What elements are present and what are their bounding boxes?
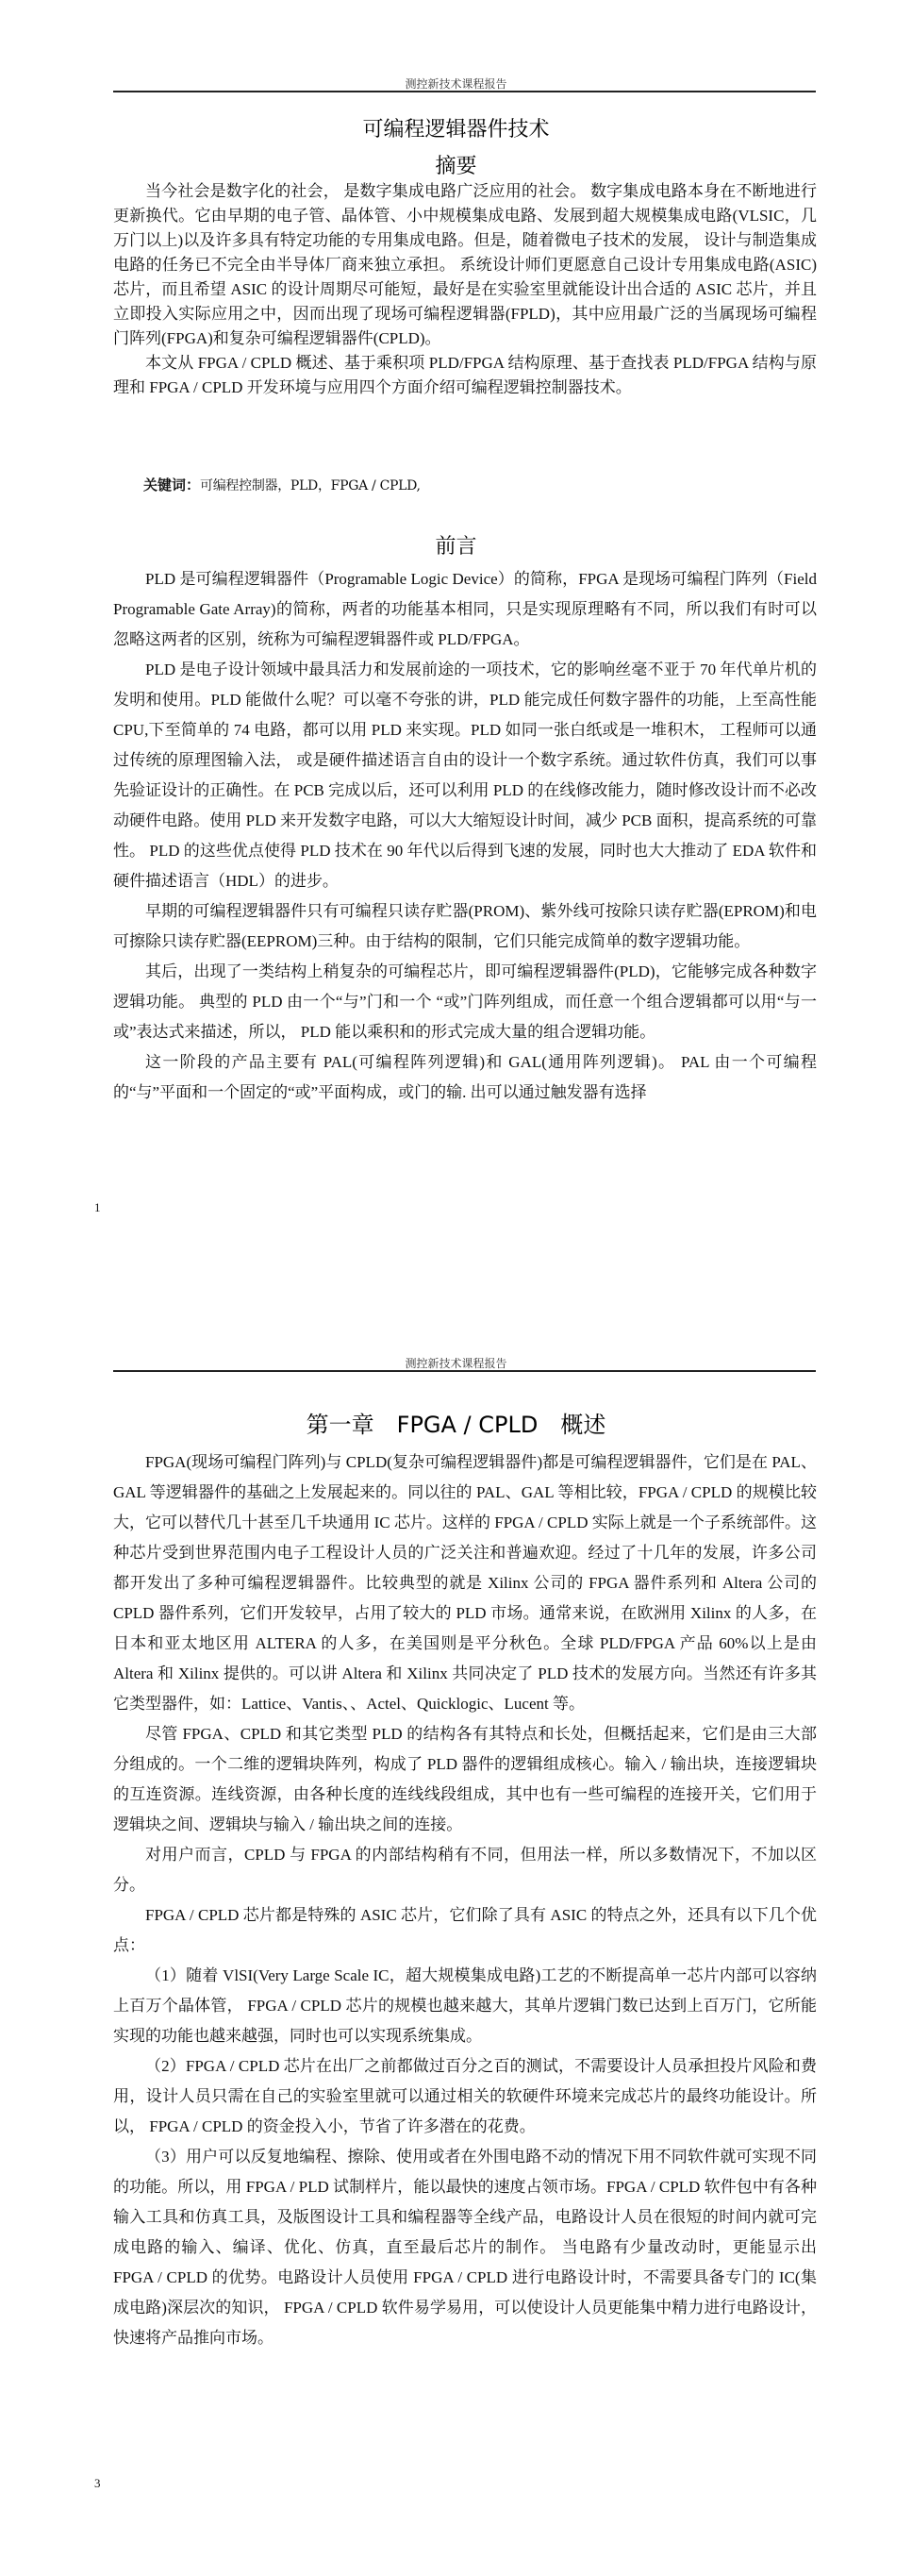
abstract-heading: 摘要 bbox=[435, 155, 477, 178]
header-rule bbox=[113, 91, 816, 92]
preface-paragraph: PLD 是电子设计领域中最具活力和发展前途的一项技术，它的影响丝毫不亚于 70 年代单片机的发明和使用。PLD 能做什么呢？可以毫不夸张的讲，PLD 能完成任何数字器件的功能，上至高性能 CPU,下至简单的 74 电路，都可以用 PLD 来实现。PLD 如同一张白纸或是一堆积木， 工程师可以通过传统的原理图输入法， 或是硬件描述语言自由的设计一个数字系统。通过软件仿真，我们可以事先验证设计的正确性。在 PCB 完成以后，还可以利用 PLD 的在线修改能力，随时修改设计而不必改动硬件电路。使用 PLD 来开发数字电路，可以大大缩短设计时间，减少 PCB 面积，提高系统的可靠性。 PLD 的这些优点使得 PLD 技术在 90 年代以后得到飞速的发展，同时也大大推动了 EDA 软件和硬件描述语言（HDL）的进步。 bbox=[113, 661, 817, 890]
chapter-heading: 第一章 FPGA / CPLD 概述 bbox=[306, 1412, 606, 1438]
running-header: 测控新技术课程报告 bbox=[405, 77, 507, 91]
chapter-paragraph: 尽管 FPGA、CPLD 和其它类型 PLD 的结构各有其特点和长处，但概括起来，它们是由三大部分组成的。一个二维的逻辑块阵列，构成了 PLD 器件的逻辑组成核心。输入 / 输出块，连接逻辑块的互连资源。连线资源，由各种长度的连线线段组成，其中也有一些可编程的连接开关，它们用于逻辑块之间、逻辑块与输入 / 输出块之间的连接。 bbox=[113, 1725, 817, 1833]
abstract-paragraph: 本文从 FPGA / CPLD 概述、基于乘积项 PLD/FPGA 结构原理、基于查找表 PLD/FPGA 结构与原理和 FPGA / CPLD 开发环境与应用四个方面介绍可编程逻辑控制器技术。 bbox=[113, 354, 817, 396]
chapter-paragraph: （2）FPGA / CPLD 芯片在出厂之前都做过百分之百的测试，不需要设计人员承担投片风险和费用，设计人员只需在自己的实验室里就可以通过相关的软硬件环境来完成芯片的最终功能设计。所以， FPGA / CPLD 的资金投入小，节省了许多潜在的花费。 bbox=[113, 2057, 817, 2135]
document-title: 可编程逻辑器件技术 bbox=[362, 118, 550, 142]
chapter-paragraph: 对用户而言，CPLD 与 FPGA 的内部结构稍有不同，但用法一样，所以多数情况下，不加以区分。 bbox=[113, 1846, 817, 1894]
preface-paragraph: PLD 是可编程逻辑器件（Programable Logic Device）的简称，FPGA 是现场可编程门阵列（Field Programable Gate Array)的简称，两者的功能基本相同，只是实现原理略有不同，所以我们有时可以忽略这两者的区别，统称为可编程逻辑器件或 PLD/FPGA。 bbox=[113, 570, 817, 648]
abstract-paragraph: 当今社会是数字化的社会， 是数字集成电路广泛应用的社会。 数字集成电路本身在不断地进行更新换代。它由早期的电子管、晶体管、小中规模集成电路、发展到超大规模集成电路(VLSIC，几万门以上)以及许多具有特定功能的专用集成电路。但是，随着微电子技术的发展， 设计与制造集成电路的任务已不完全由半导体厂商来独立承担。 系统设计师们更愿意自己设计专用集成电路(ASIC)芯片，而且希望 ASIC 的设计周期尽可能短，最好是在实验室里就能设计出合适的 ASIC 芯片，并且立即投入实际应用之中，因而出现了现场可编程逻辑器(FPLD)，其中应用最广泛的当属现场可编程门阵列(FPGA)和复杂可编程逻辑器件(CPLD)。 bbox=[113, 182, 817, 347]
preface-body bbox=[113, 564, 817, 1108]
chapter-paragraph: （1）随着 VlSI(Very Large Scale IC，超大规模集成电路)工艺的不断提高单一芯片内部可以容纳上百万个晶体管， FPGA / CPLD 芯片的规模也越来越大，其单片逻辑门数已达到上百万门，它所能实现的功能也越来越强，同时也可以实现系统集成。 bbox=[113, 1966, 817, 2045]
preface-heading: 前言 bbox=[435, 535, 477, 559]
chapter-paragraph: （3）用户可以反复地编程、擦除、使用或者在外围电路不动的情况下用不同软件就可实现不同的功能。所以，用 FPGA / PLD 试制样片，能以最快的速度占领市场。FPGA / CPLD 软件包中有各种输入工具和仿真工具，及版图设计工具和编程器等全线产品，电路设计人员在很短的时间内就可完成电路的输入、编译、优化、仿真，直至最后芯片的制作。 当电路有少量改动时，更能显示出 FPGA / CPLD 的优势。电路设计人员使用 FPGA / CPLD 进行电路设计时，不需要具备专门的 IC(集成电路)深层次的知识， FPGA / CPLD 软件易学易用，可以使设计人员更能集中精力进行电路设计，快速将产品推向市场。 bbox=[113, 2148, 817, 2347]
keywords-label: 关键词： bbox=[143, 477, 201, 493]
document-page-1 bbox=[0, 0, 912, 1264]
page-number: 3 bbox=[94, 2476, 101, 2490]
chapter-body bbox=[113, 1447, 817, 2353]
header-rule bbox=[113, 1370, 816, 1372]
chapter-paragraph: FPGA(现场可编程门阵列)与 CPLD(复杂可编程逻辑器件)都是可编程逻辑器件，它们是在 PAL、GAL 等逻辑器件的基础之上发展起来的。同以往的 PAL、GAL 等相比较，FPGA / CPLD 的规模比较大，它可以替代几十甚至几千块通用 IC 芯片。这样的 FPGA / CPLD 实际上就是一个子系统部件。这种芯片受到世界范围内电子工程设计人员的广泛关注和普遍欢迎。经过了十几年的发展，许多公司都开发出了多种可编程逻辑器件。比较典型的就是 Xilinx 公司的 FPGA 器件系列和 Altera 公司的 CPLD 器件系列，它们开发较早，占用了较大的 PLD 市场。通常来说，在欧洲用 Xilinx 的人多，在日本和亚太地区用 ALTERA 的人多，在美国则是平分秋色。全球 PLD/FPGA 产品 60%以上是由 Altera 和 Xilinx 提供的。可以讲 Altera 和 Xilinx 共同决定了 PLD 技术的发展方向。当然还有许多其它类型器件，如：Lattice、Vantis、、Actel、Quicklogic、Lucent 等。 bbox=[113, 1453, 817, 1713]
preface-paragraph: 这一阶段的产品主要有 PAL(可编程阵列逻辑)和 GAL(通用阵列逻辑)。 PAL 由一个可编程的“与”平面和一个固定的“或”平面构成，或门的输. 出可以通过触发器有选择 bbox=[113, 1053, 817, 1101]
chapter-paragraph: FPGA / CPLD 芯片都是特殊的 ASIC 芯片，它们除了具有 ASIC 的特点之外，还具有以下几个优点： bbox=[113, 1906, 817, 1954]
abstract-body bbox=[113, 179, 817, 400]
preface-paragraph: 其后，出现了一类结构上稍复杂的可编程芯片，即可编程逻辑器件(PLD)，它能够完成各种数字逻辑功能。 典型的 PLD 由一个“与”门和一个 “或”门阵列组成，而任意一个组合逻辑都可以用“与一或”表达式来描述，所以， PLD 能以乘积和的形式完成大量的组合逻辑功能。 bbox=[113, 962, 817, 1041]
preface-paragraph: 早期的可编程逻辑器件只有可编程只读存贮器(PROM)、紫外线可按除只读存贮器(EPROM)和电可擦除只读存贮器(EEPROM)三种。由于结构的限制，它们只能完成简单的数字逻辑功能。 bbox=[113, 902, 817, 950]
page-number: 1 bbox=[94, 1200, 101, 1214]
keywords-value: 可编程控制器，PLD，FPGA / CPLD, bbox=[200, 478, 421, 493]
keywords bbox=[113, 476, 421, 495]
document-page-2 bbox=[0, 1280, 912, 2576]
running-header: 测控新技术课程报告 bbox=[405, 1357, 507, 1370]
